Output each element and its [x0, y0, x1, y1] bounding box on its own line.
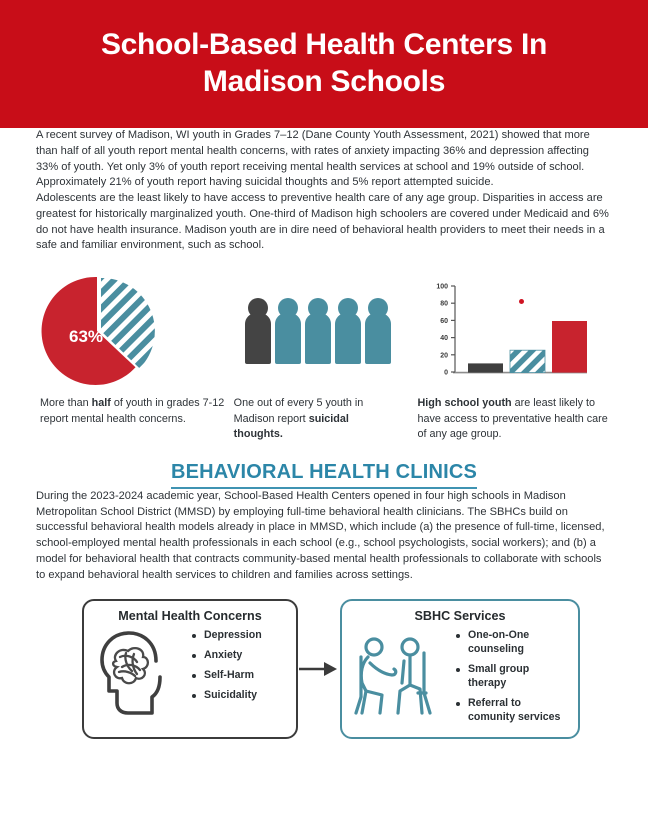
bar-chart-caption [409, 396, 612, 443]
diagram-box-sbhc-services [340, 599, 580, 739]
diagram-right-list [442, 629, 568, 731]
pie-chart-icon [40, 272, 162, 390]
bar-caption-post: are least likely to have access to preventative health care of any age group. [417, 397, 608, 441]
stat-card-pictogram [226, 270, 410, 443]
section-heading [36, 461, 612, 489]
arrow-right-icon [298, 659, 340, 679]
pie-caption-pre: More than [40, 397, 92, 409]
diagram-box-mental-health-concerns [82, 599, 298, 739]
pictogram-caption-pre: One out of every 5 youth in Madison report [233, 397, 364, 425]
list-item: Referral to comunity services [456, 697, 568, 725]
pictogram-figure [226, 270, 410, 392]
counseling-session-icon [352, 627, 436, 728]
person-icon [365, 298, 391, 364]
section-paragraph: During the 2023-2024 academic year, School-Based Health Centers opened in four high schools in Madison Metropolitan School District (MMSD) by employing full-time behavioral health clinicians. The SBHCs build on successful behavioral health models already in place in MMSD, which include (a) the presence of full-time, licensed, school-employed mental health professionals in each school (e.g., school psychologists, social workers); and (b) a model for behavioral health that contracts community-based mental health professionals to collaborate with schools to expand behavioral health services to children and families across settings. [36, 489, 605, 581]
bar-ytick-20: 20 [440, 352, 449, 360]
pie-caption-post: of youth in grades 7-12 report mental health concerns. [40, 397, 225, 425]
diagram-left-list [178, 629, 262, 709]
bar-ytick-100: 100 [436, 283, 449, 291]
pie-value-label: 63% [68, 327, 104, 346]
list-item: One-on-One counseling [456, 629, 568, 657]
statistics-row [36, 270, 612, 443]
page-title-line-2: Madison Schools [202, 65, 446, 98]
list-item: Self-Harm [192, 669, 262, 683]
pie-chart-figure [40, 270, 226, 392]
bar-ytick-40: 40 [440, 335, 449, 343]
pie-caption-bold: half [91, 397, 111, 409]
page-header-banner [0, 0, 648, 128]
bar-2 [510, 350, 545, 372]
head-scribble-icon [94, 627, 172, 728]
list-item: Depression [192, 629, 262, 643]
page-title [101, 27, 547, 100]
bar-ytick-60: 60 [440, 317, 449, 325]
section-heading-text: BEHAVIORAL HEALTH CLINICS [171, 461, 477, 489]
stat-card-pie [36, 270, 226, 427]
bar-chart-figure [409, 270, 612, 392]
diagram-left-title: Mental Health Concerns [118, 609, 262, 624]
bar-caption-bold: High school youth [417, 397, 512, 409]
red-dot-marker [519, 299, 524, 304]
list-item: Small group therapy [456, 663, 568, 691]
person-icon [305, 298, 331, 364]
flow-diagram [36, 599, 612, 739]
pictogram-caption-bold: suicidal thoughts. [233, 412, 349, 441]
bar-ytick-80: 80 [440, 300, 449, 308]
person-icon-highlighted [245, 298, 271, 364]
people-pictogram-icon [245, 298, 391, 364]
list-item: Anxiety [192, 649, 262, 663]
page-title-line-1: School-Based Health Centers In [100, 28, 548, 62]
intro-paragraph-2: Adolescents are the least likely to have access to preventive health care of any age group. Disparities in access are greatest for historically marginalized youth. One-third of Madison high schoolers are covered under Medicaid and 6% do not have health insurance. Madison youth are in dire need of behavioral health providers to meet their needs in a safe and familiar environment, such as school. [36, 192, 609, 252]
bar-1 [468, 363, 503, 372]
person-icon [275, 298, 301, 364]
list-item: Suicidality [192, 689, 262, 703]
bar-chart-icon [409, 272, 609, 390]
pictogram-caption [226, 396, 410, 443]
intro-paragraph-1: A recent survey of Madison, WI youth in Grades 7–12 (Dane County Youth Assessment, 2021) showed that more than half of all youth report mental health concerns, with rates of anxiety impacting 36% and depression affecting 33% of youth. Yet only 3% of youth report receiving mental health services at school and 19% outside of school. Approximately 21% of youth report having suicidal thoughts and 5% report attempted suicide. [36, 129, 590, 189]
page-content [0, 128, 648, 739]
bar-ytick-0: 0 [444, 369, 449, 377]
stat-card-bar-chart [409, 270, 612, 443]
pie-caption [40, 396, 226, 427]
diagram-right-title: SBHC Services [414, 609, 506, 624]
bar-3 [552, 321, 587, 373]
person-icon [335, 298, 361, 364]
